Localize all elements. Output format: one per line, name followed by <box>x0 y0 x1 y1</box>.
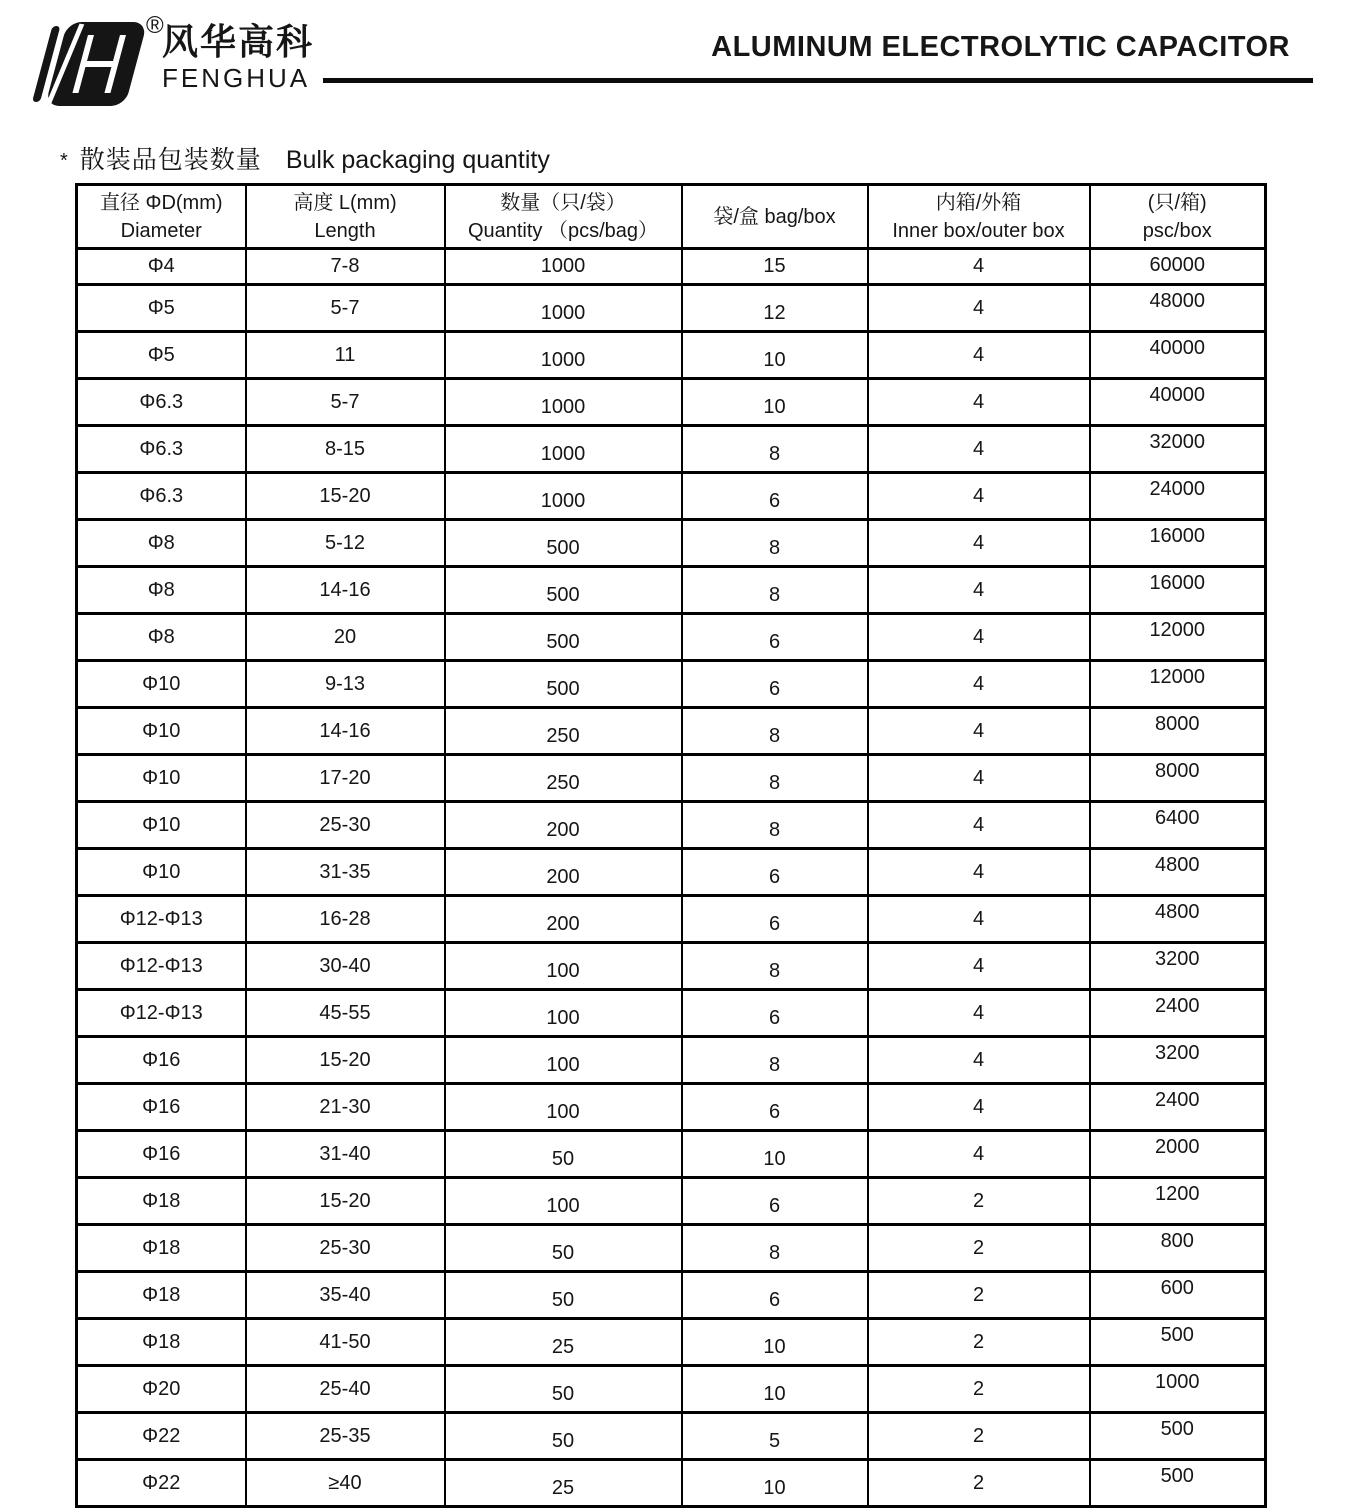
cell-bag-per-box: 8 <box>682 708 868 755</box>
cell-bag-per-box: 6 <box>682 896 868 943</box>
table-row <box>77 567 1266 614</box>
cell-quantity-per-bag: 50 <box>445 1225 682 1272</box>
cell-quantity-per-bag: 250 <box>445 708 682 755</box>
col-header-pcs-per-box <box>1090 185 1266 249</box>
cell-pcs-per-box: 16000 <box>1090 567 1266 614</box>
cell-bag-per-box: 6 <box>682 1178 868 1225</box>
cell-quantity-per-bag: 1000 <box>445 332 682 379</box>
cell-quantity-per-bag: 500 <box>445 567 682 614</box>
fenghua-logo-icon <box>36 20 148 108</box>
cell-inner-outer-box: 2 <box>868 1178 1090 1225</box>
cell-diameter: Φ10 <box>77 708 246 755</box>
cell-length: 41-50 <box>246 1319 445 1366</box>
cell-quantity-per-bag: 500 <box>445 614 682 661</box>
cell-pcs-per-box: 6400 <box>1090 802 1266 849</box>
cell-diameter: Φ16 <box>77 1084 246 1131</box>
cell-length: ≥40 <box>246 1460 445 1507</box>
cell-diameter: Φ18 <box>77 1319 246 1366</box>
cell-bag-per-box: 6 <box>682 849 868 896</box>
table-row <box>77 332 1266 379</box>
table-row <box>77 614 1266 661</box>
header-row <box>77 185 1266 249</box>
cell-pcs-per-box: 4800 <box>1090 849 1266 896</box>
cell-pcs-per-box: 12000 <box>1090 661 1266 708</box>
col-header-line-cn: (只/箱) <box>1147 191 1207 214</box>
cell-inner-outer-box: 4 <box>868 379 1090 426</box>
cell-inner-outer-box: 4 <box>868 332 1090 379</box>
cell-bag-per-box: 15 <box>682 249 868 285</box>
section-marker: * <box>60 150 68 172</box>
cell-pcs-per-box: 4800 <box>1090 896 1266 943</box>
cell-bag-per-box: 8 <box>682 943 868 990</box>
cell-diameter: Φ8 <box>77 520 246 567</box>
col-header-line-en: Diameter <box>120 219 202 242</box>
table-row <box>77 285 1266 332</box>
section-heading-cn: 散装品包装数量 <box>79 146 262 174</box>
table-row <box>77 426 1266 473</box>
table-row <box>77 1460 1266 1507</box>
cell-quantity-per-bag: 100 <box>445 990 682 1037</box>
cell-pcs-per-box: 800 <box>1090 1225 1266 1272</box>
cell-diameter: Φ18 <box>77 1225 246 1272</box>
col-header-line-cn: 数量（只/袋） <box>500 191 626 214</box>
table-row <box>77 249 1266 285</box>
cell-quantity-per-bag: 100 <box>445 1084 682 1131</box>
cell-bag-per-box: 8 <box>682 802 868 849</box>
cell-inner-outer-box: 4 <box>868 567 1090 614</box>
cell-length: 25-40 <box>246 1366 445 1413</box>
table-row <box>77 1319 1266 1366</box>
cell-inner-outer-box: 4 <box>868 1131 1090 1178</box>
cell-length: 21-30 <box>246 1084 445 1131</box>
col-header-line-en: Inner box/outer box <box>892 219 1065 242</box>
col-header-line-cn: 直径 ΦD(mm) <box>99 191 223 214</box>
cell-bag-per-box: 6 <box>682 990 868 1037</box>
title-underline <box>323 78 1313 83</box>
table-row <box>77 1413 1266 1460</box>
cell-inner-outer-box: 4 <box>868 943 1090 990</box>
cell-pcs-per-box: 1200 <box>1090 1178 1266 1225</box>
table-row <box>77 708 1266 755</box>
cell-pcs-per-box: 16000 <box>1090 520 1266 567</box>
col-header-inner-outer-box <box>868 185 1090 249</box>
cell-diameter: Φ18 <box>77 1272 246 1319</box>
cell-inner-outer-box: 2 <box>868 1272 1090 1319</box>
cell-diameter: Φ22 <box>77 1460 246 1507</box>
cell-bag-per-box: 10 <box>682 379 868 426</box>
cell-length: 15-20 <box>246 1037 445 1084</box>
cell-quantity-per-bag: 100 <box>445 1037 682 1084</box>
cell-length: 8-15 <box>246 426 445 473</box>
col-header-line-en: Quantity （pcs/bag） <box>467 219 659 242</box>
cell-pcs-per-box: 500 <box>1090 1413 1266 1460</box>
cell-diameter: Φ22 <box>77 1413 246 1460</box>
page-title: ALUMINUM ELECTROLYTIC CAPACITOR <box>711 31 1290 63</box>
table-row <box>77 1037 1266 1084</box>
table-row <box>77 661 1266 708</box>
cell-bag-per-box: 5 <box>682 1413 868 1460</box>
cell-pcs-per-box: 60000 <box>1090 249 1266 285</box>
cell-quantity-per-bag: 25 <box>445 1460 682 1507</box>
col-header-bag-per-box <box>682 185 868 249</box>
cell-length: 7-8 <box>246 249 445 285</box>
cell-quantity-per-bag: 100 <box>445 943 682 990</box>
cell-bag-per-box: 10 <box>682 332 868 379</box>
cell-bag-per-box: 10 <box>682 1319 868 1366</box>
cell-bag-per-box: 6 <box>682 661 868 708</box>
col-header-length <box>246 185 445 249</box>
table-row <box>77 943 1266 990</box>
cell-pcs-per-box: 2400 <box>1090 990 1266 1037</box>
cell-length: 20 <box>246 614 445 661</box>
cell-inner-outer-box: 4 <box>868 990 1090 1037</box>
cell-pcs-per-box: 600 <box>1090 1272 1266 1319</box>
cell-diameter: Φ8 <box>77 567 246 614</box>
cell-bag-per-box: 8 <box>682 567 868 614</box>
cell-diameter: Φ16 <box>77 1131 246 1178</box>
cell-quantity-per-bag: 200 <box>445 849 682 896</box>
cell-quantity-per-bag: 1000 <box>445 426 682 473</box>
registered-trademark-icon: ® <box>146 12 164 39</box>
section-heading-en: Bulk packaging quantity <box>285 146 550 174</box>
cell-length: 16-28 <box>246 896 445 943</box>
cell-length: 14-16 <box>246 708 445 755</box>
cell-inner-outer-box: 4 <box>868 755 1090 802</box>
cell-inner-outer-box: 4 <box>868 849 1090 896</box>
cell-diameter: Φ4 <box>77 249 246 285</box>
table-row <box>77 802 1266 849</box>
table-row <box>77 896 1266 943</box>
cell-inner-outer-box: 4 <box>868 661 1090 708</box>
cell-pcs-per-box: 500 <box>1090 1460 1266 1507</box>
cell-bag-per-box: 12 <box>682 285 868 332</box>
col-header-diameter <box>77 185 246 249</box>
cell-diameter: Φ10 <box>77 849 246 896</box>
cell-diameter: Φ6.3 <box>77 379 246 426</box>
cell-bag-per-box: 8 <box>682 1225 868 1272</box>
cell-length: 11 <box>246 332 445 379</box>
cell-diameter: Φ5 <box>77 285 246 332</box>
cell-diameter: Φ12-Φ13 <box>77 943 246 990</box>
cell-bag-per-box: 6 <box>682 614 868 661</box>
brand-block <box>162 22 314 92</box>
cell-length: 15-20 <box>246 473 445 520</box>
cell-quantity-per-bag: 200 <box>445 896 682 943</box>
table-row <box>77 1272 1266 1319</box>
cell-quantity-per-bag: 100 <box>445 1178 682 1225</box>
cell-inner-outer-box: 4 <box>868 473 1090 520</box>
cell-quantity-per-bag: 250 <box>445 755 682 802</box>
cell-bag-per-box: 8 <box>682 755 868 802</box>
col-header-line-cn: 内箱/外箱 <box>935 191 1022 214</box>
cell-pcs-per-box: 48000 <box>1090 285 1266 332</box>
cell-pcs-per-box: 12000 <box>1090 614 1266 661</box>
cell-length: 25-30 <box>246 802 445 849</box>
table-head <box>77 185 1266 249</box>
cell-inner-outer-box: 2 <box>868 1413 1090 1460</box>
cell-bag-per-box: 10 <box>682 1460 868 1507</box>
brand-name-en: FENGHUA <box>162 63 311 93</box>
cell-quantity-per-bag: 50 <box>445 1413 682 1460</box>
cell-length: 31-35 <box>246 849 445 896</box>
table-row <box>77 1178 1266 1225</box>
cell-diameter: Φ6.3 <box>77 426 246 473</box>
cell-diameter: Φ20 <box>77 1366 246 1413</box>
col-header-line-en: psc/box <box>1142 219 1212 242</box>
col-header-line-cn: 袋/盒 bag/box <box>713 205 836 228</box>
table-row <box>77 755 1266 802</box>
section-heading <box>60 146 550 175</box>
cell-bag-per-box: 8 <box>682 1037 868 1084</box>
cell-bag-per-box: 6 <box>682 473 868 520</box>
cell-diameter: Φ18 <box>77 1178 246 1225</box>
cell-diameter: Φ16 <box>77 1037 246 1084</box>
cell-bag-per-box: 10 <box>682 1366 868 1413</box>
cell-quantity-per-bag: 1000 <box>445 249 682 285</box>
cell-quantity-per-bag: 50 <box>445 1131 682 1178</box>
cell-inner-outer-box: 4 <box>868 614 1090 661</box>
cell-inner-outer-box: 4 <box>868 426 1090 473</box>
cell-length: 9-13 <box>246 661 445 708</box>
cell-length: 14-16 <box>246 567 445 614</box>
cell-quantity-per-bag: 50 <box>445 1366 682 1413</box>
cell-length: 5-7 <box>246 285 445 332</box>
cell-length: 5-7 <box>246 379 445 426</box>
cell-diameter: Φ6.3 <box>77 473 246 520</box>
cell-pcs-per-box: 500 <box>1090 1319 1266 1366</box>
cell-bag-per-box: 8 <box>682 520 868 567</box>
cell-inner-outer-box: 4 <box>868 1037 1090 1084</box>
table-body <box>77 249 1266 1507</box>
cell-inner-outer-box: 4 <box>868 1084 1090 1131</box>
bulk-packaging-table <box>75 183 1267 1508</box>
cell-inner-outer-box: 2 <box>868 1460 1090 1507</box>
cell-length: 45-55 <box>246 990 445 1037</box>
cell-length: 25-30 <box>246 1225 445 1272</box>
cell-inner-outer-box: 4 <box>868 708 1090 755</box>
cell-length: 17-20 <box>246 755 445 802</box>
table-row <box>77 990 1266 1037</box>
cell-quantity-per-bag: 50 <box>445 1272 682 1319</box>
cell-inner-outer-box: 4 <box>868 896 1090 943</box>
cell-pcs-per-box: 3200 <box>1090 1037 1266 1084</box>
cell-pcs-per-box: 40000 <box>1090 379 1266 426</box>
table-row <box>77 1225 1266 1272</box>
cell-inner-outer-box: 4 <box>868 249 1090 285</box>
table-row <box>77 520 1266 567</box>
cell-inner-outer-box: 4 <box>868 802 1090 849</box>
cell-length: 25-35 <box>246 1413 445 1460</box>
table-row <box>77 1084 1266 1131</box>
cell-diameter: Φ12-Φ13 <box>77 896 246 943</box>
cell-quantity-per-bag: 1000 <box>445 473 682 520</box>
cell-inner-outer-box: 2 <box>868 1319 1090 1366</box>
table-row <box>77 1366 1266 1413</box>
cell-quantity-per-bag: 500 <box>445 520 682 567</box>
cell-quantity-per-bag: 500 <box>445 661 682 708</box>
cell-diameter: Φ8 <box>77 614 246 661</box>
cell-pcs-per-box: 8000 <box>1090 708 1266 755</box>
cell-bag-per-box: 10 <box>682 1131 868 1178</box>
cell-pcs-per-box: 8000 <box>1090 755 1266 802</box>
cell-quantity-per-bag: 200 <box>445 802 682 849</box>
cell-bag-per-box: 6 <box>682 1272 868 1319</box>
cell-pcs-per-box: 40000 <box>1090 332 1266 379</box>
cell-pcs-per-box: 24000 <box>1090 473 1266 520</box>
cell-inner-outer-box: 4 <box>868 285 1090 332</box>
cell-bag-per-box: 6 <box>682 1084 868 1131</box>
cell-pcs-per-box: 2400 <box>1090 1084 1266 1131</box>
cell-diameter: Φ10 <box>77 661 246 708</box>
cell-diameter: Φ5 <box>77 332 246 379</box>
cell-diameter: Φ10 <box>77 755 246 802</box>
cell-length: 31-40 <box>246 1131 445 1178</box>
cell-pcs-per-box: 1000 <box>1090 1366 1266 1413</box>
cell-inner-outer-box: 4 <box>868 520 1090 567</box>
cell-pcs-per-box: 3200 <box>1090 943 1266 990</box>
cell-pcs-per-box: 32000 <box>1090 426 1266 473</box>
col-header-quantity-per-bag <box>445 185 682 249</box>
cell-length: 30-40 <box>246 943 445 990</box>
cell-length: 5-12 <box>246 520 445 567</box>
cell-inner-outer-box: 2 <box>868 1366 1090 1413</box>
col-header-line-en: Length <box>314 219 376 242</box>
cell-length: 15-20 <box>246 1178 445 1225</box>
cell-quantity-per-bag: 25 <box>445 1319 682 1366</box>
table-row <box>77 849 1266 896</box>
brand-name-cn: 风华高科 <box>162 21 315 62</box>
cell-quantity-per-bag: 1000 <box>445 379 682 426</box>
cell-inner-outer-box: 2 <box>868 1225 1090 1272</box>
cell-diameter: Φ12-Φ13 <box>77 990 246 1037</box>
cell-bag-per-box: 8 <box>682 426 868 473</box>
cell-quantity-per-bag: 1000 <box>445 285 682 332</box>
table-row <box>77 473 1266 520</box>
cell-pcs-per-box: 2000 <box>1090 1131 1266 1178</box>
cell-diameter: Φ10 <box>77 802 246 849</box>
cell-length: 35-40 <box>246 1272 445 1319</box>
col-header-line-cn: 高度 L(mm) <box>293 191 397 214</box>
table-row <box>77 379 1266 426</box>
table-row <box>77 1131 1266 1178</box>
